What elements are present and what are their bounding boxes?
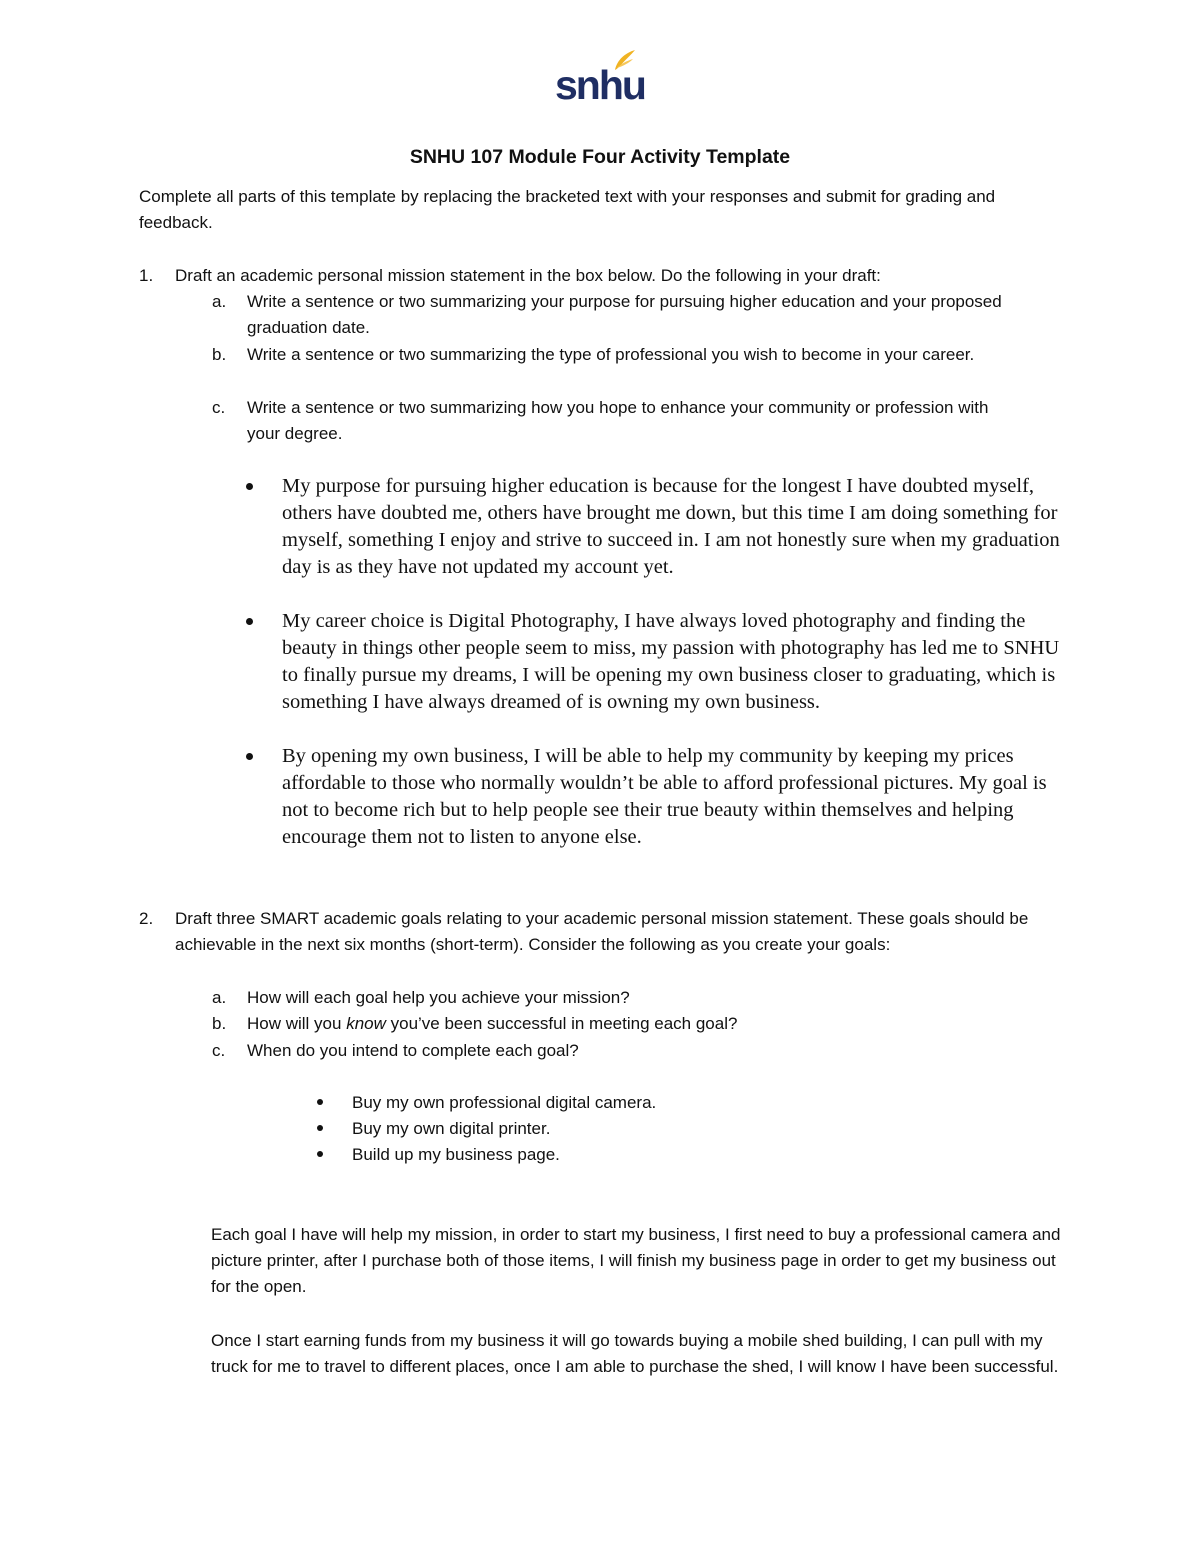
section2-item-a: How will each goal help you achieve your mission?	[247, 988, 630, 1007]
section1-item-a: Write a sentence or two summarizing your purpose for pursuing higher education and your proposed graduation date.	[247, 292, 1002, 337]
bullet-icon	[317, 1151, 323, 1157]
intro-paragraph: Complete all parts of this template by replacing the bracketed text with your responses and submit for grading and feedback.	[139, 187, 996, 232]
section1-text: Draft an academic personal mission statement in the box below. Do the following in your draft:	[175, 266, 881, 285]
section2-text: Draft three SMART academic goals relating to your academic personal mission statement. These goals should be achievable in the next six months (short-term). Consider the following as you create your goals:	[175, 909, 1029, 954]
section1-number: 1.	[139, 266, 154, 285]
emphasis-know: know	[346, 1014, 386, 1033]
section1-item-c: Write a sentence or two summarizing how you hope to enhance your community or profession with your degree.	[247, 398, 989, 443]
section1-item-c-marker: c.	[212, 398, 226, 417]
section1-item-b: Write a sentence or two summarizing the type of professional you wish to become in your career.	[247, 345, 975, 364]
logo-text: snhu	[555, 62, 645, 108]
page-title: SNHU 107 Module Four Activity Template	[409, 146, 791, 168]
section2-item-b-marker: b.	[212, 1014, 227, 1033]
section1-item-a-marker: a.	[212, 292, 227, 311]
goal-item: Build up my business page.	[352, 1145, 560, 1164]
response-career: My career choice is Digital Photography, I have always loved photography and finding the beauty in things other people seem to miss, my passion with photography has led me to SNHU to finally pursue my dreams, I will be opening my own business closer to graduating, which is something I have always dreamed of is owning my own business.	[282, 610, 1060, 713]
bullet-icon	[317, 1125, 323, 1131]
goal-item: Buy my own digital printer.	[352, 1119, 551, 1138]
section2-item-c: When do you intend to complete each goal?	[247, 1041, 579, 1060]
snhu-logo	[555, 48, 645, 110]
section2-item-a-marker: a.	[212, 988, 227, 1007]
section2-item-c-marker: c.	[212, 1041, 226, 1060]
bullet-icon	[317, 1099, 323, 1105]
section1-item-b-marker: b.	[212, 345, 227, 364]
response-community: By opening my own business, I will be able to help my community by keeping my prices affordable to those who normally wouldn’t be able to afford professional pictures. My goal is not to become rich but to help people see their true beauty within themselves and helping encourage them not to listen to anyone else.	[282, 745, 1047, 848]
bullet-icon	[246, 753, 253, 760]
goals-explanation-paragraph: Each goal I have will help my mission, in order to start my business, I first need to buy a professional camera and picture printer, after I purchase both of those items, I will finish my business page in order to get my business out for the open.	[211, 1225, 1061, 1296]
section2-item-b: How will you know you’ve been successful in meeting each goal?	[247, 1014, 738, 1033]
bullet-icon	[246, 483, 253, 490]
bullet-icon	[246, 618, 253, 625]
response-purpose: My purpose for pursuing higher education is because for the longest I have doubted myself, others have doubted me, others have brought me down, but this time I am doing something for myself, something I enjoy and strive to succeed in. I am not honestly sure when my graduation day is as they have not updated my account yet.	[282, 475, 1060, 578]
success-paragraph: Once I start earning funds from my business it will go towards buying a mobile shed building, I can pull with my truck for me to travel to different places, once I am able to purchase the shed, I will know I have been successful.	[211, 1331, 1059, 1376]
section2-number: 2.	[139, 909, 154, 928]
goal-item: Buy my own professional digital camera.	[352, 1093, 657, 1112]
